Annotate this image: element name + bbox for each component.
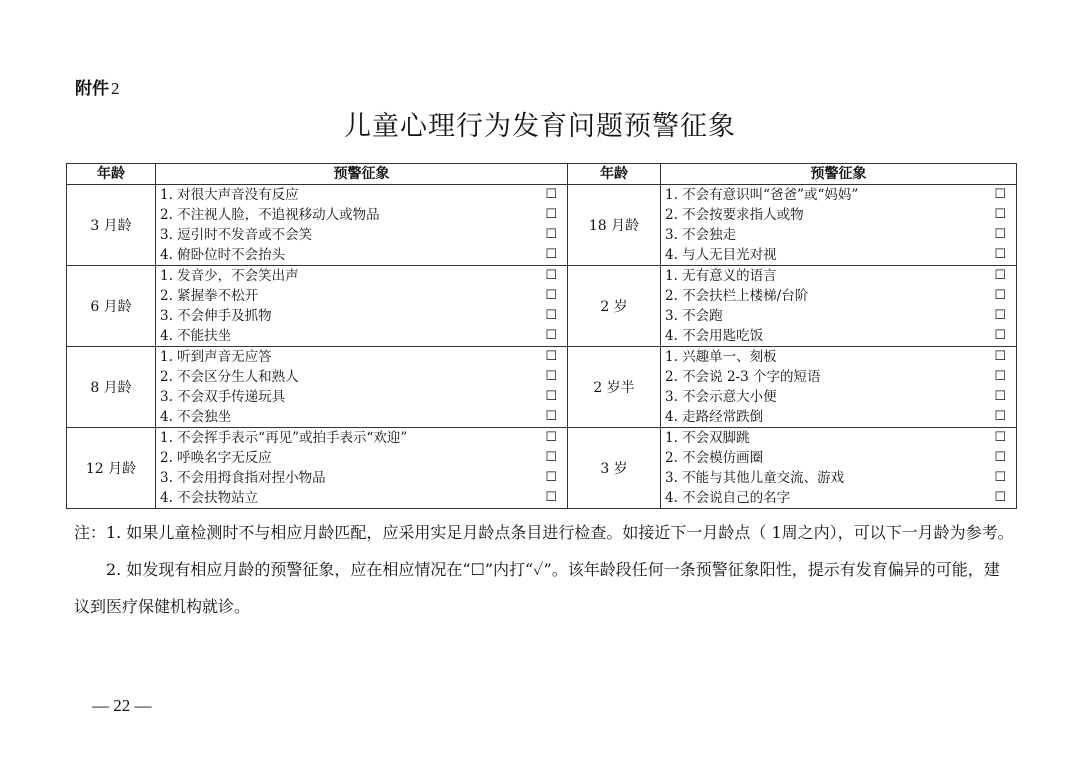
warning-item-text: 4. 不会独坐: [160, 409, 232, 425]
warning-item-text: 1. 无有意义的语言: [665, 268, 777, 284]
warning-item-text: 3. 逗引时不发音或不会笑: [160, 227, 313, 243]
checkbox-icon[interactable]: ☐: [545, 328, 557, 343]
table-row: [67, 266, 1017, 347]
warning-item: [160, 245, 557, 265]
checkbox-icon[interactable]: ☐: [545, 490, 557, 505]
warning-item-text: 4. 不会扶物站立: [160, 490, 259, 506]
warning-item: [160, 347, 557, 367]
warning-item-text: 1. 兴趣单一、刻板: [665, 349, 777, 365]
warning-item: [665, 185, 1006, 205]
age-cell-right: 2 岁: [568, 266, 661, 347]
warning-item-text: 2. 不会区分生人和熟人: [160, 369, 299, 385]
warning-item-text: 3. 不能与其他儿童交流、游戏: [665, 470, 845, 486]
checkbox-icon[interactable]: ☐: [545, 187, 557, 202]
warning-item-text: 2. 不会说 2-3 个字的短语: [665, 369, 821, 385]
age-cell-right: 3 岁: [568, 428, 661, 509]
warning-item: [665, 347, 1006, 367]
warning-item: [160, 185, 557, 205]
warning-item-text: 1. 发音少，不会笑出声: [160, 268, 299, 284]
warning-item-text: 3. 不会示意大小便: [665, 389, 777, 405]
note-2: 2. 如发现有相应月龄的预警征象，应在相应情况在“☐”内打“✓”。该年龄段任何一条预警征象阳性，提示有发育偏异的可能，建议到医疗保健机构就诊。: [74, 560, 1000, 616]
warning-item-text: 4. 不能扶坐: [160, 328, 232, 344]
notes-section: [74, 514, 1014, 625]
checkbox-icon[interactable]: ☐: [545, 409, 557, 424]
checkbox-icon[interactable]: ☐: [994, 207, 1006, 222]
checkbox-icon[interactable]: ☐: [994, 389, 1006, 404]
checkbox-icon[interactable]: ☐: [545, 450, 557, 465]
checkbox-icon[interactable]: ☐: [994, 450, 1006, 465]
table-header-row: [67, 164, 1017, 185]
warning-item-text: 3. 不会双手传递玩具: [160, 389, 286, 405]
signs-cell-right: [661, 347, 1017, 428]
warning-item: [665, 387, 1006, 407]
warning-item: [665, 468, 1006, 488]
warning-item: [160, 448, 557, 468]
warning-item: [160, 266, 557, 286]
warning-item: [665, 205, 1006, 225]
checkbox-icon[interactable]: ☐: [545, 247, 557, 262]
warning-item: [665, 306, 1006, 326]
warning-item: [665, 225, 1006, 245]
warning-item-text: 2. 不会按要求指人或物: [665, 207, 804, 223]
signs-cell-left: [156, 347, 568, 428]
header-age-right: 年龄: [568, 164, 661, 185]
checkbox-icon[interactable]: ☐: [994, 409, 1006, 424]
checkbox-icon[interactable]: ☐: [545, 308, 557, 323]
signs-cell-right: [661, 185, 1017, 266]
checkbox-icon[interactable]: ☐: [994, 288, 1006, 303]
warning-item-text: 1. 对很大声音没有反应: [160, 187, 299, 203]
checkbox-icon[interactable]: ☐: [545, 349, 557, 364]
checkbox-icon[interactable]: ☐: [545, 389, 557, 404]
warning-item: [160, 407, 557, 427]
checkbox-icon[interactable]: ☐: [545, 470, 557, 485]
warning-item: [160, 428, 557, 448]
signs-cell-left: [156, 185, 568, 266]
warning-item-text: 3. 不会独走: [665, 227, 737, 243]
age-cell-right: 2 岁半: [568, 347, 661, 428]
page-number: — 22 —: [92, 696, 152, 715]
warning-item-text: 2. 不会模仿画圈: [665, 450, 764, 466]
checkbox-icon[interactable]: ☐: [994, 369, 1006, 384]
checkbox-icon[interactable]: ☐: [994, 308, 1006, 323]
warning-item: [160, 205, 557, 225]
warning-item-text: 4. 走路经常跌倒: [665, 409, 764, 425]
checkbox-icon[interactable]: ☐: [545, 288, 557, 303]
warning-item-text: 4. 不会用匙吃饭: [665, 328, 764, 344]
checkbox-icon[interactable]: ☐: [545, 227, 557, 242]
warning-item: [665, 326, 1006, 346]
signs-cell-right: [661, 266, 1017, 347]
warning-item: [665, 407, 1006, 427]
warning-item: [160, 468, 557, 488]
signs-cell-left: [156, 266, 568, 347]
warning-item-text: 4. 俯卧位时不会抬头: [160, 247, 286, 263]
header-signs-left: 预警征象: [156, 164, 568, 185]
warning-item: [160, 387, 557, 407]
checkbox-icon[interactable]: ☐: [994, 227, 1006, 242]
checkbox-icon[interactable]: ☐: [545, 430, 557, 445]
warning-item-text: 2. 不注视人脸，不追视移动人或物品: [160, 207, 380, 223]
checkbox-icon[interactable]: ☐: [994, 430, 1006, 445]
signs-cell-left: [156, 428, 568, 509]
warning-item-text: 1. 不会挥手表示“再见”或拍手表示“欢迎”: [160, 430, 408, 446]
note-1: 注：1. 如果儿童检测时不与相应月龄匹配，应采用实足月龄点条目进行检查。如接近下一月龄点（ 1周之内），可以下一月龄为参考。: [74, 523, 1014, 542]
warning-item-text: 2. 紧握拳不松开: [160, 288, 259, 304]
table-row: [67, 428, 1017, 509]
warning-signs-table: [66, 163, 1017, 509]
checkbox-icon[interactable]: ☐: [994, 247, 1006, 262]
checkbox-icon[interactable]: ☐: [545, 207, 557, 222]
table-row: [67, 347, 1017, 428]
warning-item-text: 2. 不会扶栏上楼梯/台阶: [665, 288, 809, 304]
checkbox-icon[interactable]: ☐: [994, 268, 1006, 283]
attachment-number: 2: [111, 79, 120, 98]
warning-item-text: 3. 不会伸手及抓物: [160, 308, 272, 324]
checkbox-icon[interactable]: ☐: [545, 268, 557, 283]
warning-item-text: 2. 呼唤名字无反应: [160, 450, 272, 466]
age-cell-right: 18 月龄: [568, 185, 661, 266]
warning-item-text: 3. 不会跑: [665, 308, 723, 324]
warning-item: [665, 448, 1006, 468]
warning-item: [665, 488, 1006, 508]
age-cell-left: 8 月龄: [67, 347, 156, 428]
age-cell-left: 12 月龄: [67, 428, 156, 509]
warning-item-text: 3. 不会用拇食指对捏小物品: [160, 470, 326, 486]
checkbox-icon[interactable]: ☐: [994, 490, 1006, 505]
warning-item: [665, 286, 1006, 306]
warning-item: [160, 488, 557, 508]
warning-item-text: 4. 不会说自己的名字: [665, 490, 791, 506]
warning-item: [160, 367, 557, 387]
warning-item: [665, 428, 1006, 448]
header-signs-right: 预警征象: [661, 164, 1017, 185]
warning-item: [160, 326, 557, 346]
warning-item-text: 4. 与人无目光对视: [665, 247, 777, 263]
warning-item: [160, 306, 557, 326]
checkbox-icon[interactable]: ☐: [545, 369, 557, 384]
age-cell-left: 6 月龄: [67, 266, 156, 347]
warning-item-text: 1. 不会有意识叫“爸爸”或“妈妈”: [665, 187, 859, 203]
warning-item: [665, 367, 1006, 387]
checkbox-icon[interactable]: ☐: [994, 328, 1006, 343]
checkbox-icon[interactable]: ☐: [994, 349, 1006, 364]
signs-cell-right: [661, 428, 1017, 509]
table-row: [67, 185, 1017, 266]
warning-item: [160, 286, 557, 306]
warning-item: [665, 245, 1006, 265]
checkbox-icon[interactable]: ☐: [994, 187, 1006, 202]
age-cell-left: 3 月龄: [67, 185, 156, 266]
checkbox-icon[interactable]: ☐: [994, 470, 1006, 485]
warning-item: [160, 225, 557, 245]
warning-item-text: 1. 听到声音无应答: [160, 349, 272, 365]
page-title: 儿童心理行为发育问题预警征象: [344, 111, 736, 142]
warning-item-text: 1. 不会双脚跳: [665, 430, 750, 446]
header-age-left: 年龄: [67, 164, 156, 185]
attachment-label: 附件 2: [75, 79, 120, 99]
warning-item: [665, 266, 1006, 286]
